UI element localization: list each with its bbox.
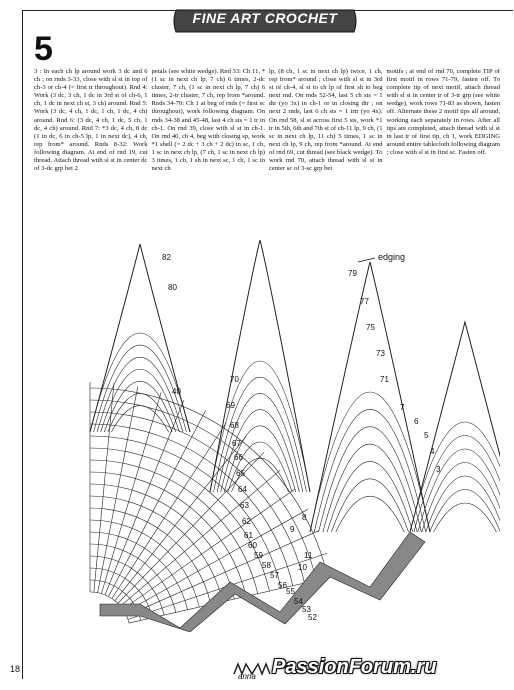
instructions-column-2: petals (see white wedge). Rnd 33: Ch 11, *(1 sc in next ch lp, 7 ch) 6 times, 2-dc cluster, 7 ch, (1 sc in next ch lp, 7 ch) 6 times, 2-tr cluster, 7 ch, rep from *around. Rnds 34-70: Ch 1 at beg of rnds (= first sc throughout), work following diagram. On rnds 34-38 and 45-48, last 4 ch sts = 1 tr in ch-1. On rnd 39, close with sl st in ch-1. On rnd 40, ch 4, beg with closing sp, work *1 shell (= 2 dc + 3 ch + 2 dc) in sc, 1 ch, 1 sc in next ch lp, (7 ch, 1 sc in next ch lp) 3 times, 1 ch, 1 sh in next sc, 1 ch, 1 sc in next ch bbox=[151, 68, 265, 173]
motif-tip-row bbox=[331, 479, 408, 532]
row-number-label: 11 bbox=[304, 551, 313, 560]
row-number-label: 80 bbox=[168, 283, 177, 292]
motif-tip-row bbox=[426, 476, 500, 532]
row-number-label: 64 bbox=[238, 485, 247, 494]
row-number-label: 70 bbox=[230, 375, 239, 384]
instructions-text bbox=[34, 68, 500, 252]
motif-tip-row bbox=[323, 444, 417, 532]
row-number-label: 71 bbox=[380, 375, 389, 384]
edging-label: edging bbox=[378, 252, 406, 262]
motif-tip-outline bbox=[210, 240, 310, 492]
row-number-label: 57 bbox=[270, 571, 279, 580]
row-number-label: 73 bbox=[376, 349, 385, 358]
row-number-label: 75 bbox=[366, 323, 375, 332]
row-number-label: 63 bbox=[240, 501, 249, 510]
crochet-diagram bbox=[80, 232, 500, 632]
motif-tip-row bbox=[104, 381, 175, 432]
radial-line bbox=[112, 422, 227, 598]
page-number: 18 bbox=[10, 664, 21, 674]
instructions-column-1: 3 : In each ch lp around work 3 dc and 6 ch ; on rnds 3-33, close with sl st in top of ch-3 or ch-4 (= first tr throughout). Rnd 4: Work (3 dc, 3 ch, 1 dc in 3rd st of ch-6, 1 ch, 1 dc in next ch st, 3 ch) around. Rnd 5: Work (3 dc, 4 ch, 1 dc, 1 ch, 1 dc, 4 ch) around. Rnd 6: (3 dc, 4 ch, 1 dc, 5 ch, 1 dc, 4 ch) around. Rnd 7: *3 dc, 4 ch, 8 dc (1 in dc, 6 in ch-5 lp, 1 in next dc), 4 ch, rep from* around. Rnds 8-32: Work following diagram. At end of rnd 19, cut thread. Attach thread with sl st in center dc of 3-dc grp bet 2 bbox=[34, 68, 148, 173]
motif-tip-row bbox=[327, 461, 413, 532]
row-number-label: 9 bbox=[290, 525, 295, 534]
row-number-label: 52 bbox=[308, 613, 317, 622]
motif-tip-row bbox=[430, 490, 500, 533]
motif-tip-row bbox=[314, 409, 425, 532]
row-number-label: 69 bbox=[226, 401, 235, 410]
row-number-label: 8 bbox=[302, 513, 307, 522]
watermark: PassionForum.ru bbox=[272, 656, 437, 678]
logo-text: anna bbox=[238, 672, 256, 681]
row-number-label: 77 bbox=[360, 297, 369, 306]
row-number-label: 59 bbox=[254, 551, 263, 560]
motif-tip-outline bbox=[310, 262, 430, 532]
row-number-label: 82 bbox=[162, 253, 171, 262]
motif-tip-row bbox=[310, 392, 430, 532]
row-number-label: 58 bbox=[262, 561, 271, 570]
motif-tip-row bbox=[422, 463, 500, 533]
instructions-column-4: motifs ; at end of rnd 70, complete TIP of first motif in rows 71-79, fasten off. To complete tip of next motif, attach thread with sl st in center tr of 3-tr grp (see white wedge), work rows 71-83 as shown, fasten off. Alternate these 2 motif tips all around, working each separately in rows. After all tips are completed, attach thread with sl st in last tr of first tip, ch 1, work EDGING around entire tablecloth following diagram ; close with sl st in first sc. Fasten off. bbox=[386, 68, 500, 156]
row-number-label: 68 bbox=[230, 421, 239, 430]
row-number-label: 6 bbox=[414, 417, 419, 426]
anna-logo bbox=[230, 656, 274, 682]
pattern-number: 5 bbox=[34, 30, 53, 68]
row-number-label: 60 bbox=[248, 541, 257, 550]
row-number-label: 5 bbox=[424, 431, 429, 440]
row-number-label: 53 bbox=[302, 605, 311, 614]
row-number-label: 7 bbox=[400, 403, 405, 412]
row-number-label: 3 bbox=[436, 465, 441, 474]
row-number-label: 54 bbox=[294, 597, 303, 606]
motif-tip-row bbox=[111, 406, 168, 432]
row-number-label: 55 bbox=[286, 587, 295, 596]
row-number-label: 10 bbox=[298, 563, 307, 572]
motif-tip-outline bbox=[90, 244, 190, 432]
radial-line bbox=[109, 410, 206, 596]
motif-tip-row bbox=[101, 369, 180, 432]
row-number-label: 61 bbox=[244, 531, 253, 540]
motif-tip-row bbox=[214, 377, 307, 492]
motif-tip-row bbox=[90, 333, 190, 432]
motif-tip-row bbox=[434, 503, 497, 532]
banner-title: FINE ART CROCHET bbox=[192, 10, 338, 26]
row-number-label: 40 bbox=[172, 387, 181, 396]
motif-tip-row bbox=[336, 496, 405, 532]
row-number-label: 4 bbox=[430, 447, 435, 456]
row-number-label: 56 bbox=[278, 581, 287, 590]
row-number-label: 65 bbox=[236, 469, 245, 478]
row-number-label: 62 bbox=[242, 517, 251, 526]
motif-tip-row bbox=[210, 361, 310, 492]
row-number-label: 79 bbox=[348, 269, 357, 278]
radial-line bbox=[105, 400, 184, 595]
radial-line bbox=[115, 437, 246, 601]
instructions-column-3: lp, (8 ch, 1 sc in next ch lp) twice, 1 ch, rep from* around ; close with sl st in 3rd st of ch-4, sl st to ch lp of first sh to beg next rnd. On rnds 52-54, last 5 ch sts = 1 dtr (yo 3x) in ch-1 or in closing dtr ; on next 2 rnds, last 6 ch sts = 1 trtr (yo 4x). On rnd 58, sl st across first 5 sts, work *1 tr in 5th, 6th and 7th st of ch-11 lp, 9 ch, (1 sc in next ch lp, 11 ch) 5 times, 1 sc in next ch lp, 9 ch, rep from *around. At end of rnd 69, cut thread (see black wedge). To work rnd 70, attach thread with sl st in center sc of 3-sc grp bet bbox=[269, 68, 383, 173]
row-number-label: 66 bbox=[234, 453, 243, 462]
row-number-label: 67 bbox=[232, 439, 241, 448]
